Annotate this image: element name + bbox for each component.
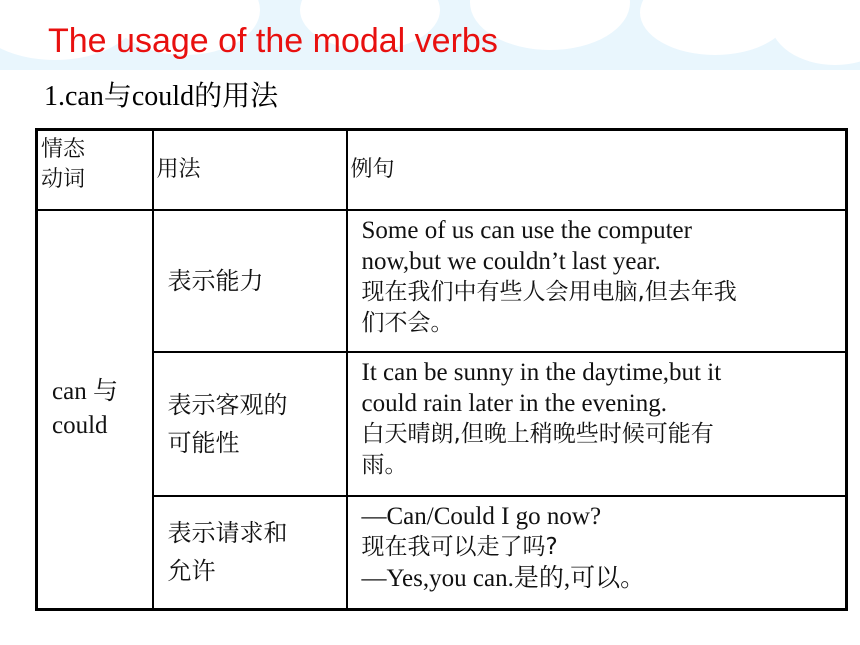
modal-verbs-table — [35, 128, 848, 611]
example-line: —Yes,you can.是的,可以。 — [361, 564, 646, 592]
example-line: 现在我们中有些人会用电脑,但去年我 — [361, 278, 737, 305]
slide-subtitle: 1.can与could的用法 — [44, 81, 279, 112]
usage-cell — [153, 496, 347, 610]
usage-line: 表示请求和 — [167, 519, 288, 548]
example-cell — [347, 352, 847, 496]
table-row — [37, 352, 847, 496]
usage-line: 表示能力 — [167, 266, 264, 295]
example-line: could rain later in the evening. — [361, 389, 667, 417]
example-line: Some of us can use the computer — [361, 216, 692, 244]
example-line: —Can/Could I go now? — [361, 502, 602, 530]
header-modal-verb-line1: 情态 — [41, 137, 86, 162]
usage-line: 表示客观的 — [167, 390, 288, 419]
usage-cell — [153, 210, 347, 352]
slide-title: The usage of the modal verbs — [48, 22, 498, 60]
table-row — [37, 496, 847, 610]
verb-cell — [37, 210, 153, 610]
table-header-row — [37, 130, 847, 210]
example-cell — [347, 496, 847, 610]
verb-line2: could — [52, 412, 108, 440]
header-modal-verb-line2: 动词 — [41, 167, 86, 192]
table-row — [37, 210, 847, 352]
verb-line1: can 与 — [52, 378, 118, 406]
usage-line: 允许 — [167, 557, 216, 586]
example-line: 雨。 — [361, 451, 408, 478]
example-line: now,but we couldn’t last year. — [361, 247, 661, 275]
example-line: It can be sunny in the daytime,but it — [361, 358, 722, 386]
example-line: 们不会。 — [361, 309, 454, 336]
header-example: 例句 — [347, 130, 847, 210]
header-modal-verb — [37, 130, 153, 210]
example-line: 现在我可以走了吗? — [361, 533, 558, 560]
example-line: 白天晴朗,但晚上稍晚些时候可能有 — [361, 420, 714, 447]
usage-line: 可能性 — [167, 428, 240, 457]
usage-cell — [153, 352, 347, 496]
example-cell — [347, 210, 847, 352]
header-usage: 用法 — [153, 130, 347, 210]
